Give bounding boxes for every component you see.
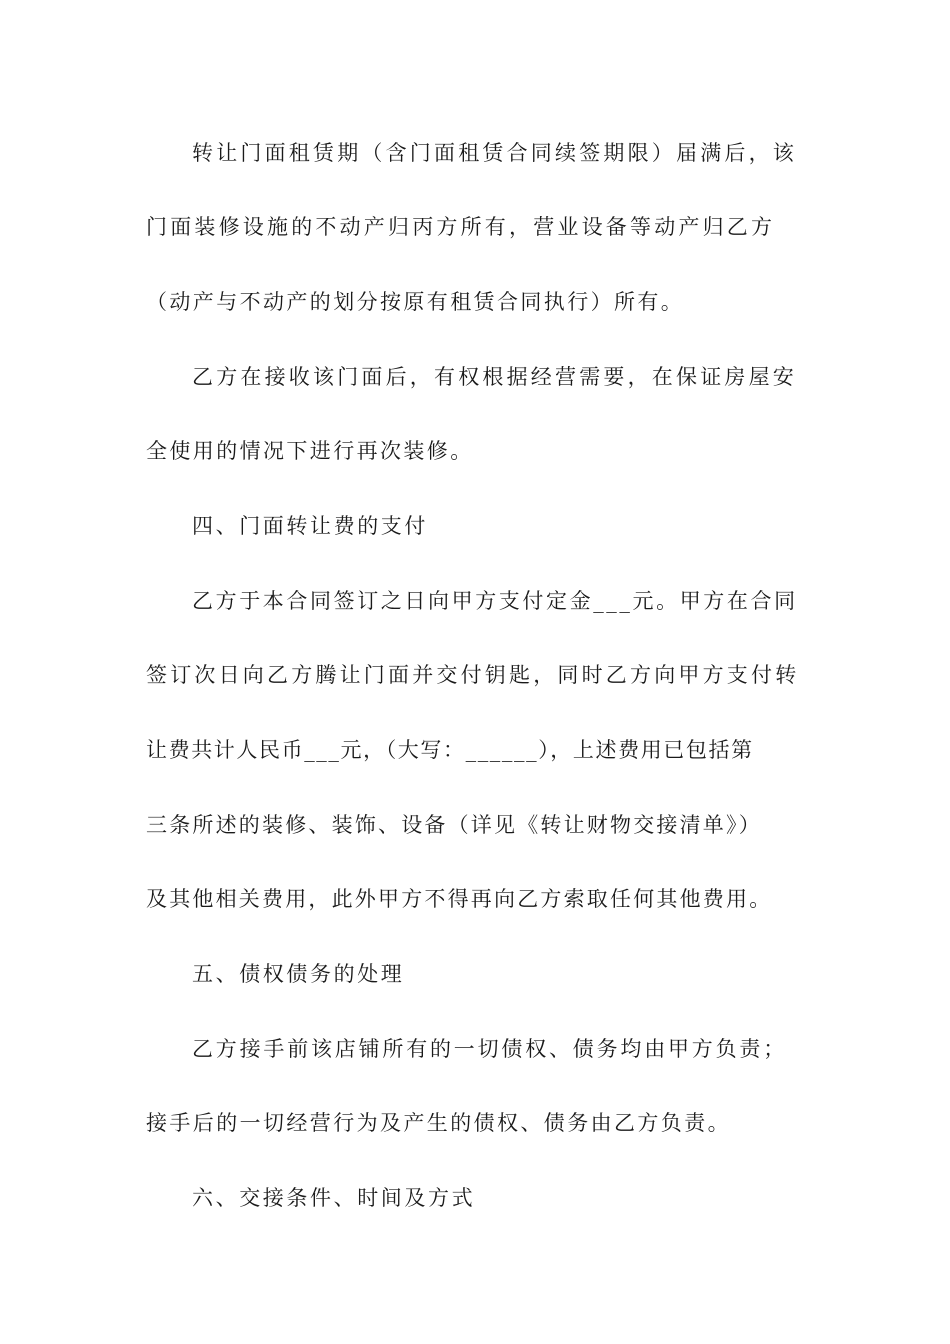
section-heading: 六、交接条件、时间及方式: [192, 1186, 476, 1210]
paragraph-line: （动产与不动产的划分按原有租赁合同执行）所有。: [146, 290, 685, 314]
paragraph-line: 乙方在接收该门面后，有权根据经营需要，在保证房屋安: [192, 365, 797, 389]
paragraph-line: 及其他相关费用，此外甲方不得再向乙方索取任何其他费用。: [146, 887, 773, 911]
paragraph-line: 乙方接手前该店铺所有的一切债权、债务均由甲方负责；: [192, 1037, 787, 1061]
section-heading: 五、债权债务的处理: [192, 962, 405, 986]
paragraph-line: 门面装修设施的不动产归丙方所有，营业设备等动产归乙方: [146, 215, 776, 239]
paragraph-line: 全使用的情况下进行再次装修。: [146, 439, 474, 463]
paragraph-line: 转让门面租赁期（含门面租赁合同续签期限）届满后，该: [192, 141, 797, 165]
paragraph-line: 三条所述的装修、装饰、设备（详见《转让财物交接清单》）: [146, 813, 762, 837]
paragraph-line: 乙方于本合同签订之日向甲方支付定金___元。甲方在合同: [192, 589, 798, 613]
section-heading: 四、门面转让费的支付: [192, 514, 428, 538]
paragraph-line: 让费共计人民币___元，（大写：______），上述费用已包括第: [146, 738, 754, 762]
paragraph-line: 签订次日向乙方腾让门面并交付钥匙，同时乙方向甲方支付转: [146, 663, 800, 687]
paragraph-line: 接手后的一切经营行为及产生的债权、债务由乙方负责。: [146, 1111, 731, 1135]
